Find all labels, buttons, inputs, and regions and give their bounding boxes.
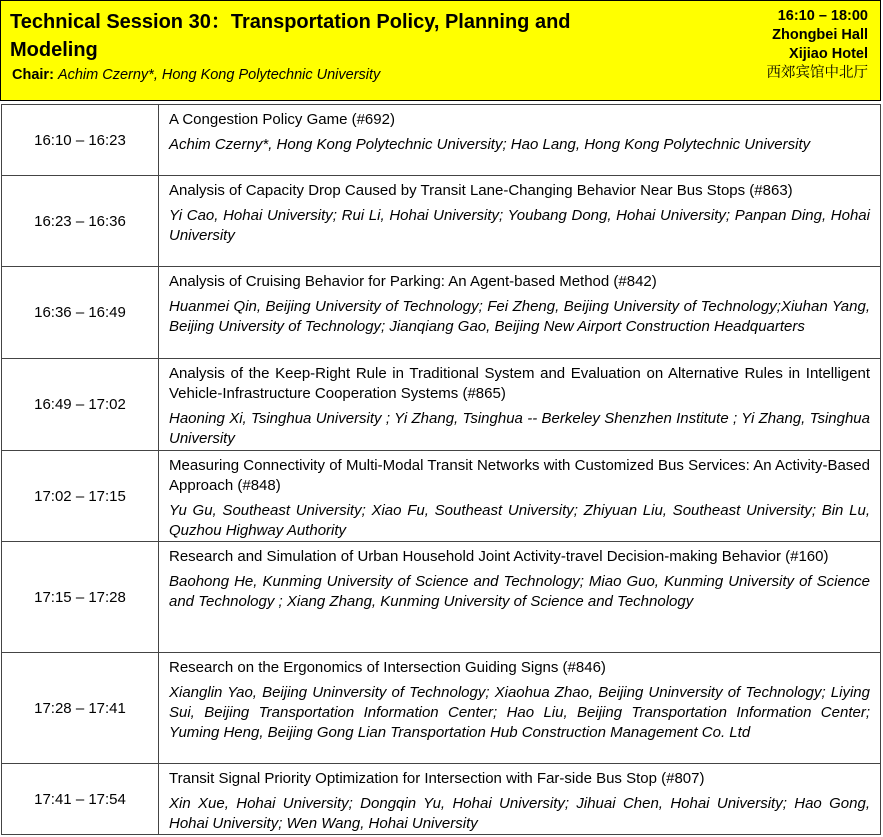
table-row (2, 267, 881, 359)
talk-content (159, 267, 881, 359)
session-header (0, 0, 881, 101)
talk-time: 16:36 – 16:49 (2, 267, 159, 359)
talk-time: 17:15 – 17:28 (2, 542, 159, 653)
talk-content (159, 176, 881, 267)
table-row (2, 359, 881, 451)
talk-content (159, 653, 881, 764)
session-time: 16:10 – 18:00 (777, 8, 868, 24)
talk-authors: Haoning Xi, Tsinghua University ; Yi Zhang, Tsinghua -- Berkeley Shenzhen Institute ; Yi Zhang, Tsinghua University (169, 410, 870, 447)
talk-authors: Xin Xue, Hohai University; Dongqin Yu, Hohai University; Jihuai Chen, Hohai University; Hao Gong, Hohai University; Wen Wang, Hohai University (169, 795, 870, 832)
session-chair (12, 66, 380, 84)
talk-time: 17:41 – 17:54 (2, 764, 159, 835)
talk-title: Transit Signal Priority Optimization for Intersection with Far-side Bus Stop (#807) (169, 770, 705, 787)
table-row (2, 542, 881, 653)
chair-name: Achim Czerny*, Hong Kong Polytechnic University (57, 67, 381, 83)
schedule-table (1, 104, 881, 835)
talk-content (159, 764, 881, 835)
talk-authors: Baohong He, Kunming University of Science and Technology; Miao Guo, Kunming University of Science and Technology ; Xiang Zhang, Kunming University of Science and Technology (169, 573, 870, 610)
talk-authors: Xianglin Yao, Beijing Uninversity of Technology; Xiaohua Zhao, Beijing Uninversity of Technology; Liying Sui, Beijing Transportation Information Center; Hao Liu, Beijing Transportation Information Center; Yuming Heng, Beijing Gong Lian Transportation Hub Construction Management Co. Ltd (169, 684, 870, 741)
talk-time: 16:10 – 16:23 (2, 105, 159, 176)
talk-time: 16:23 – 16:36 (2, 176, 159, 267)
talk-title: Analysis of Capacity Drop Caused by Transit Lane-Changing Behavior Near Bus Stops (#863) (169, 182, 793, 199)
talk-title: Research on the Ergonomics of Intersection Guiding Signs (#846) (169, 659, 606, 676)
talk-title: Analysis of Cruising Behavior for Parking: An Agent-based Method (#842) (169, 273, 657, 290)
table-row (2, 451, 881, 542)
venue-hall: Zhongbei Hall (772, 27, 868, 43)
venue-chinese: 西郊宾馆中北厅 (766, 65, 868, 81)
talk-content (159, 542, 881, 653)
talk-title: Measuring Connectivity of Multi-Modal Transit Networks with Customized Bus Services: An Activity-Based Approach (#848) (169, 457, 870, 494)
venue-hotel: Xijiao Hotel (789, 46, 868, 62)
talk-time: 17:02 – 17:15 (2, 451, 159, 542)
table-row (2, 653, 881, 764)
table-row (2, 764, 881, 835)
talk-time: 17:28 – 17:41 (2, 653, 159, 764)
talk-content (159, 105, 881, 176)
session-time-venue (767, 7, 869, 83)
talk-authors: Yu Gu, Southeast University; Xiao Fu, Southeast University; Zhiyuan Liu, Southeast University; Bin Lu, Quzhou Highway Authority (169, 502, 870, 539)
talk-title: Research and Simulation of Urban Household Joint Activity-travel Decision-making Behavior (#160) (169, 548, 829, 565)
table-row (2, 105, 881, 176)
talk-authors: Huanmei Qin, Beijing University of Technology; Fei Zheng, Beijing University of Technology;Xiuhan Yang, Beijing University of Technology; Jianqiang Gao, Beijing New Airport Construction Headquarters (169, 298, 870, 335)
talk-time: 16:49 – 17:02 (2, 359, 159, 451)
talk-content (159, 451, 881, 542)
chair-label: Chair: (12, 67, 54, 83)
talk-title: A Congestion Policy Game (#692) (169, 111, 395, 128)
table-row (2, 176, 881, 267)
talk-title: Analysis of the Keep-Right Rule in Traditional System and Evaluation on Alternative Rules in Intelligent Vehicle-Infrastructure Cooperation Systems (#865) (169, 365, 870, 402)
talk-authors: Yi Cao, Hohai University; Rui Li, Hohai University; Youbang Dong, Hohai University; Panpan Ding, Hohai University (169, 207, 870, 244)
session-title: Technical Session 30：Transportation Policy, Planning and Modeling (10, 11, 571, 61)
talk-authors: Achim Czerny*, Hong Kong Polytechnic University; Hao Lang, Hong Kong Polytechnic University (169, 136, 811, 153)
talk-content (159, 359, 881, 451)
